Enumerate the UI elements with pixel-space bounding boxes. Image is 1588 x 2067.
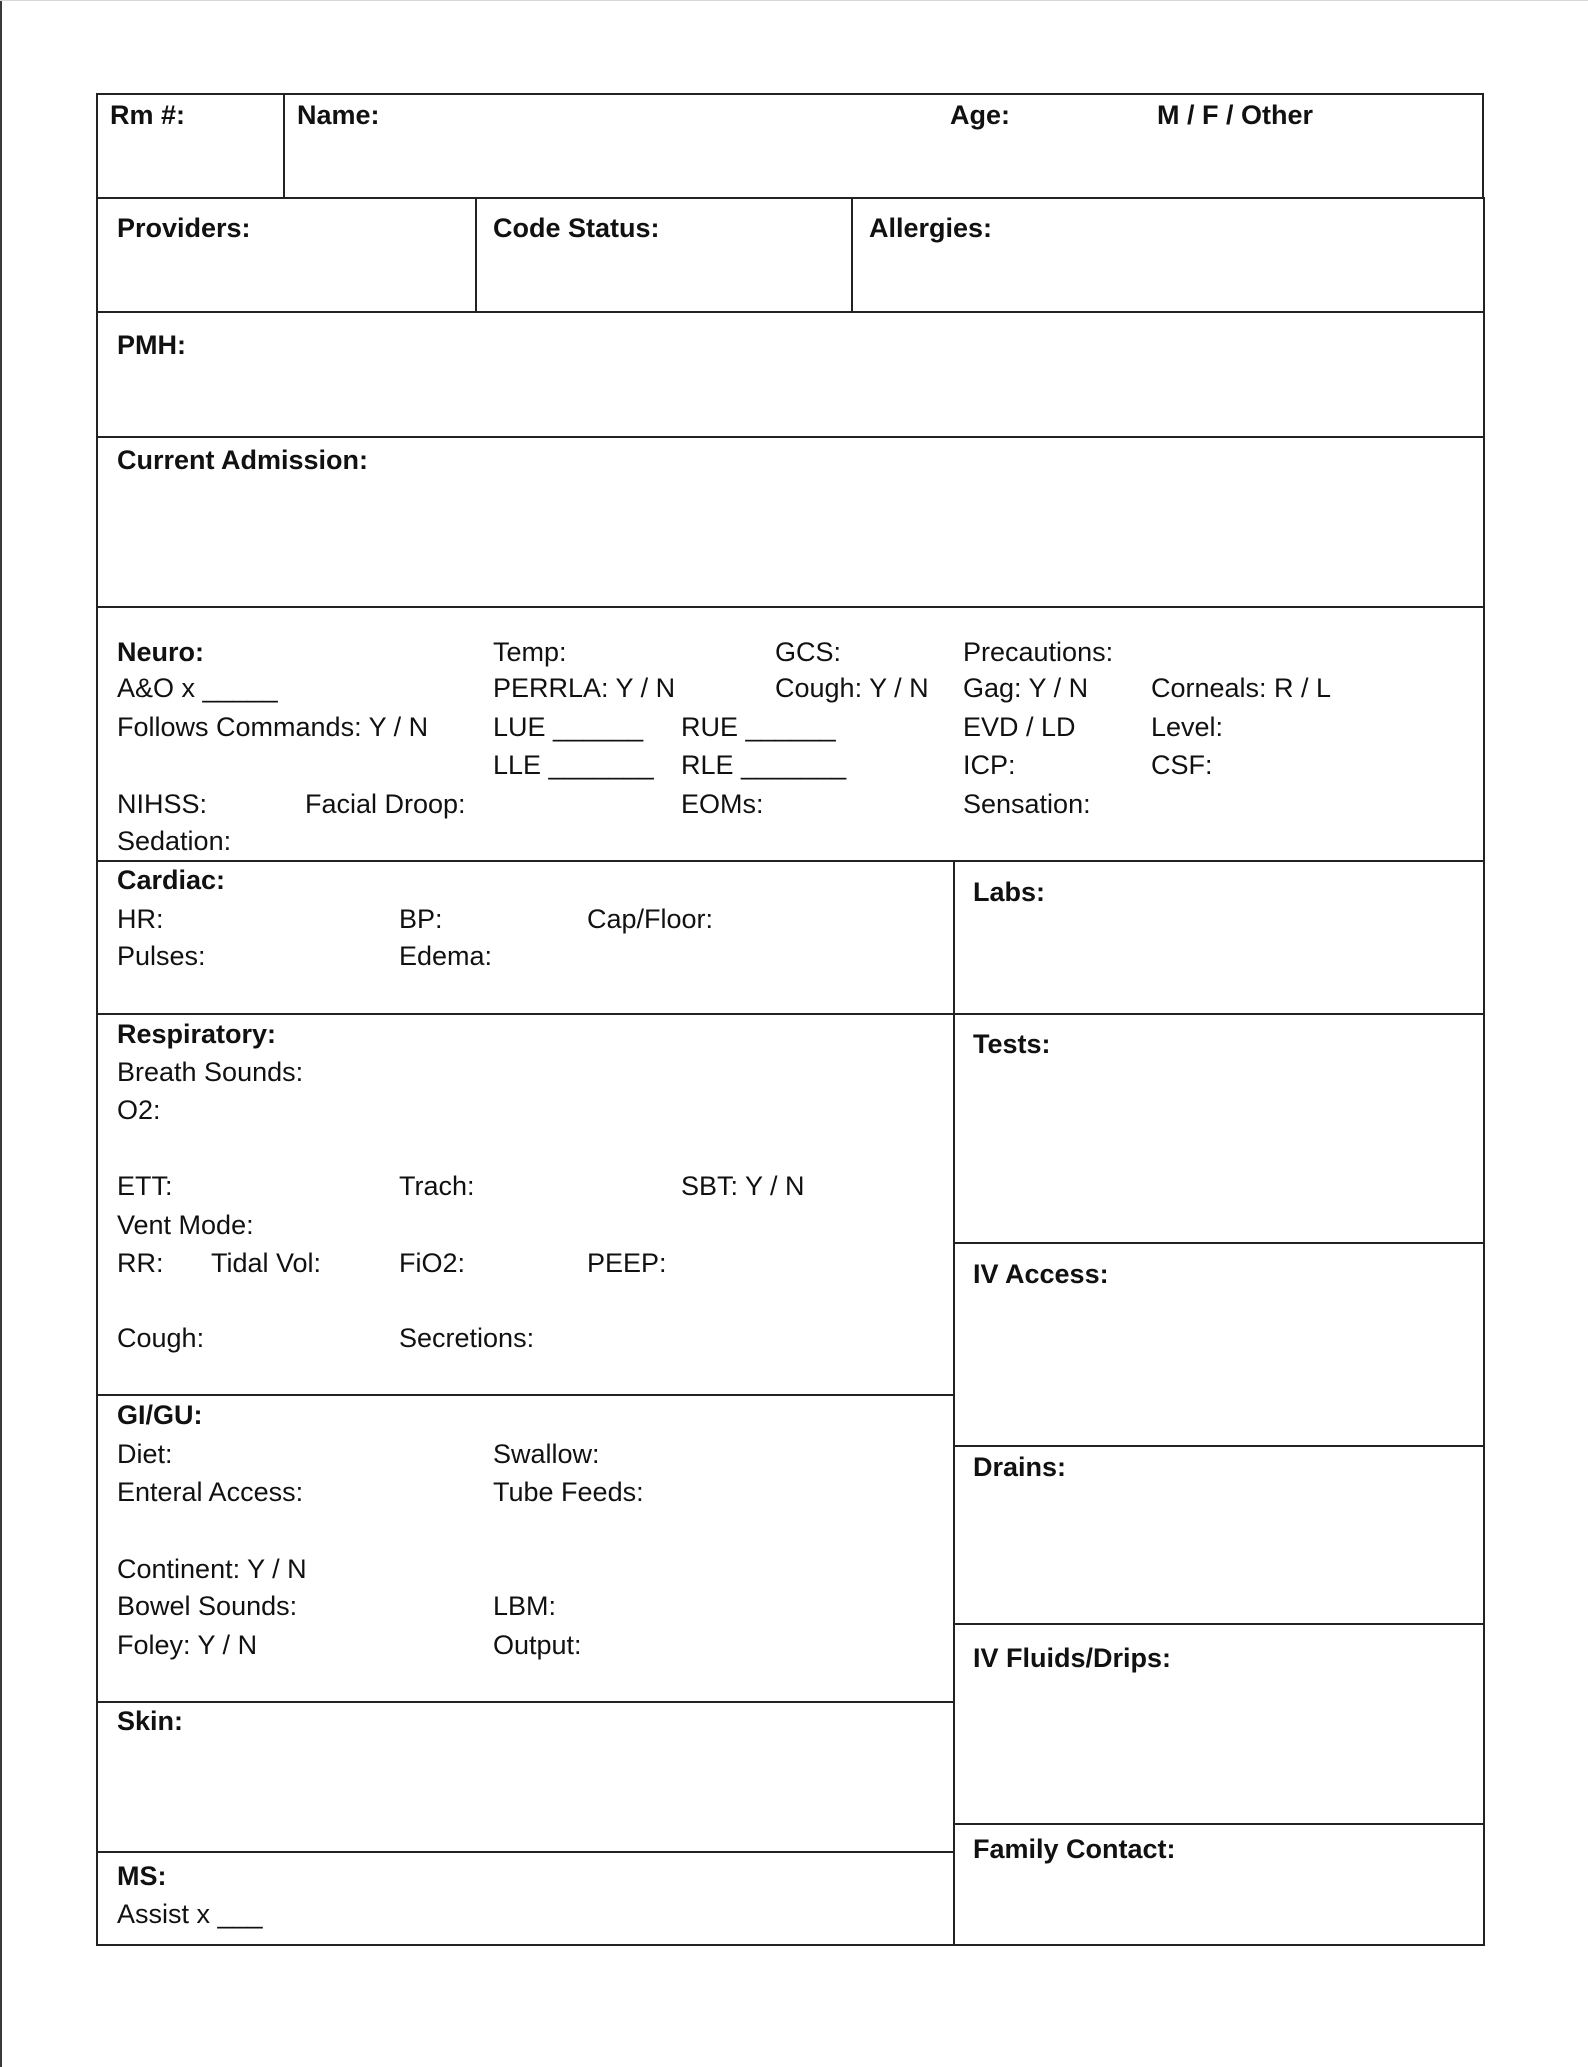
rr-field: RR: (117, 1248, 164, 1278)
swallow-field: Swallow: (493, 1439, 600, 1469)
rle-field: RLE _______ (681, 750, 847, 780)
follows-commands-field: Follows Commands: Y / N (117, 712, 429, 742)
ao-field: A&O x _____ (117, 673, 278, 703)
age-label: Age: (950, 100, 1010, 130)
rue-field: RUE ______ (681, 712, 836, 742)
diet-field: Diet: (117, 1439, 173, 1469)
name-label: Name: (297, 100, 380, 130)
lle-field: LLE _______ (493, 750, 654, 780)
gi-gu-label: GI/GU: (117, 1400, 203, 1430)
precautions-field: Precautions: (963, 637, 1114, 667)
peep-field: PEEP: (587, 1248, 667, 1278)
nihss-field: NIHSS: (117, 789, 208, 819)
csf-field: CSF: (1151, 750, 1213, 780)
enteral-access-field: Enteral Access: (117, 1477, 304, 1507)
corneals-field: Corneals: R / L (1151, 673, 1332, 703)
lbm-field: LBM: (493, 1591, 557, 1621)
fio2-field: FiO2: (399, 1248, 466, 1278)
gcs-field: GCS: (775, 637, 842, 667)
icp-field: ICP: (963, 750, 1016, 780)
hr-field: HR: (117, 904, 164, 934)
level-field: Level: (1151, 712, 1224, 742)
sex-options: M / F / Other (1157, 100, 1314, 130)
allergies-label: Allergies: (869, 213, 993, 243)
output-field: Output: (493, 1630, 582, 1660)
iv-fluids-label: IV Fluids/Drips: (973, 1643, 1172, 1673)
pmh-field[interactable] (96, 311, 1485, 438)
edema-field: Edema: (399, 941, 493, 971)
drains-label: Drains: (973, 1452, 1067, 1482)
pulses-field: Pulses: (117, 941, 206, 971)
room-number-label: Rm #: (110, 100, 186, 130)
pmh-label: PMH: (117, 330, 186, 360)
facial-droop-field: Facial Droop: (305, 789, 466, 819)
cardiac-label: Cardiac: (117, 865, 226, 895)
skin-label: Skin: (117, 1706, 184, 1736)
ett-field: ETT: (117, 1171, 173, 1201)
vent-mode-field: Vent Mode: (117, 1210, 254, 1240)
lue-field: LUE ______ (493, 712, 644, 742)
neuro-label: Neuro: (117, 637, 204, 667)
tube-feeds-field: Tube Feeds: (493, 1477, 644, 1507)
gag-field: Gag: Y / N (963, 673, 1089, 703)
code-status-label: Code Status: (493, 213, 660, 243)
o2-field: O2: (117, 1095, 161, 1125)
bowel-sounds-field: Bowel Sounds: (117, 1591, 298, 1621)
foley-field: Foley: Y / N (117, 1630, 258, 1660)
ms-label: MS: (117, 1861, 167, 1891)
continent-field: Continent: Y / N (117, 1554, 307, 1584)
cap-floor-field: Cap/Floor: (587, 904, 714, 934)
sbt-field: SBT: Y / N (681, 1171, 805, 1201)
eoms-field: EOMs: (681, 789, 764, 819)
iv-access-label: IV Access: (973, 1259, 1109, 1289)
trach-field: Trach: (399, 1171, 475, 1201)
secretions-field: Secretions: (399, 1323, 535, 1353)
sedation-field: Sedation: (117, 826, 232, 856)
temp-field: Temp: (493, 637, 567, 667)
current-admission-label: Current Admission: (117, 445, 369, 475)
bp-field: BP: (399, 904, 443, 934)
sensation-field: Sensation: (963, 789, 1091, 819)
tests-label: Tests: (973, 1029, 1051, 1059)
skin-section[interactable] (96, 1701, 955, 1853)
neuro-cough-field: Cough: Y / N (775, 673, 929, 703)
evd-ld-field: EVD / LD (963, 712, 1076, 742)
family-contact-label: Family Contact: (973, 1834, 1176, 1864)
respiratory-label: Respiratory: (117, 1019, 277, 1049)
tidal-vol-field: Tidal Vol: (211, 1248, 322, 1278)
assist-field: Assist x ___ (117, 1899, 263, 1929)
perrla-field: PERRLA: Y / N (493, 673, 676, 703)
labs-label: Labs: (973, 877, 1046, 907)
resp-cough-field: Cough: (117, 1323, 205, 1353)
breath-sounds-field: Breath Sounds: (117, 1057, 304, 1087)
providers-label: Providers: (117, 213, 251, 243)
